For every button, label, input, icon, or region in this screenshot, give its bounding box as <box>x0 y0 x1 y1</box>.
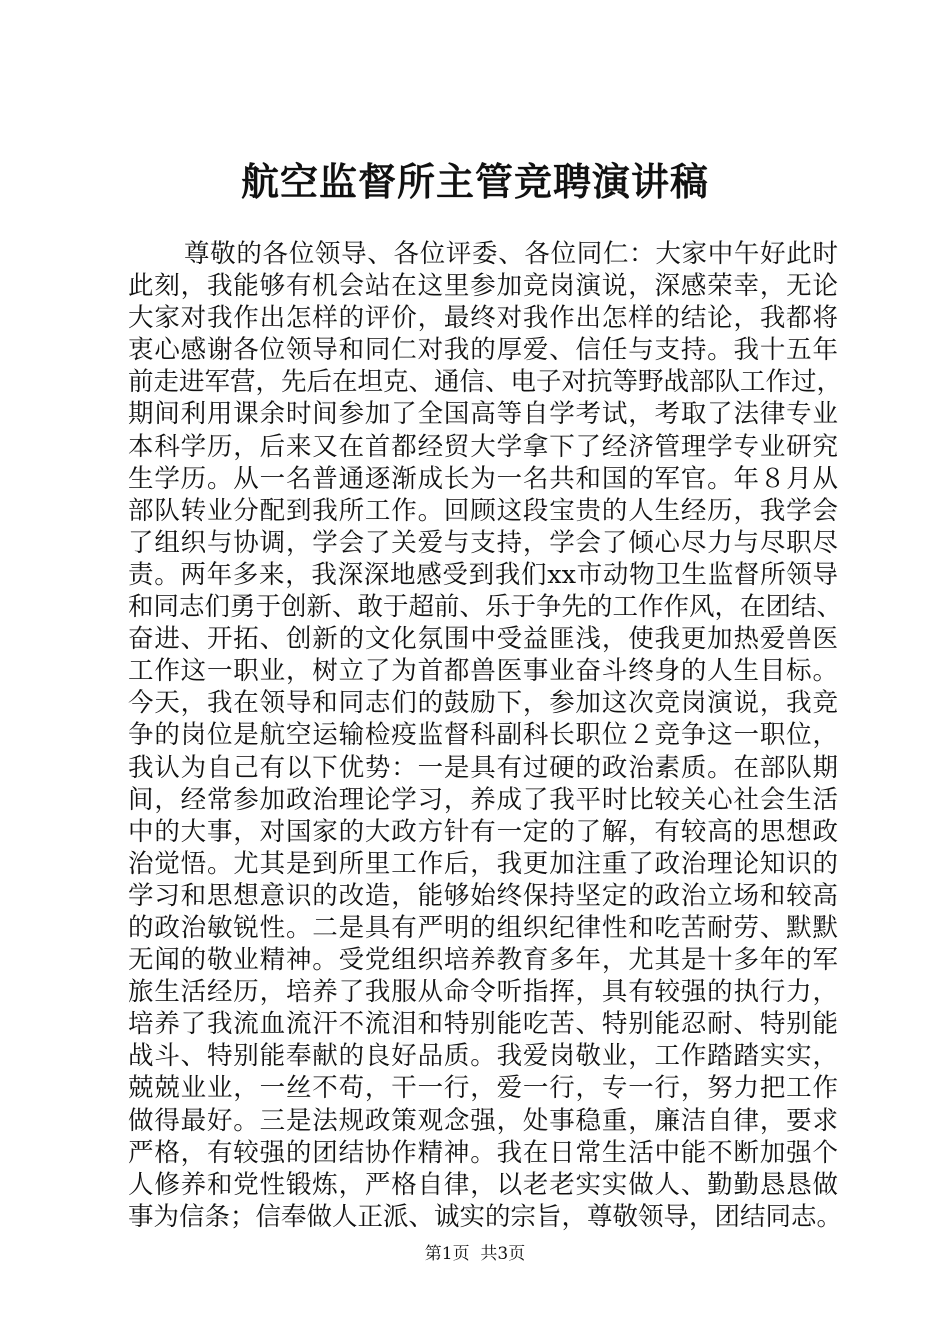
body-line: 治觉悟。尤其是到所里工作后，我更加注重了政治理论知识的 <box>128 848 838 879</box>
body-line: 衷心感谢各位领导和同仁对我的厚爱、信任与支持。我十五年 <box>128 335 838 366</box>
body-line: 生学历。从一名普通逐渐成长为一名共和国的军官。年８月从 <box>128 463 838 494</box>
body-line: 间，经常参加政治理论学习，养成了我平时比较关心社会生活 <box>128 784 838 815</box>
body-line: 做得最好。三是法规政策观念强，处事稳重，廉洁自律，要求 <box>128 1105 838 1136</box>
body-line: 今天，我在领导和同志们的鼓励下，参加这次竞岗演说，我竞 <box>128 688 838 719</box>
body-line: 前走进军营，先后在坦克、通信、电子对抗等野战部队工作过， <box>128 367 843 398</box>
body-line: 责。两年多来，我深深地感受到我们xx市动物卫生监督所领导 <box>128 559 838 590</box>
body-line: 本科学历，后来又在首都经贸大学拿下了经济管理学专业研究 <box>128 431 838 462</box>
body-line: 事为信条；信奉做人正派、诚实的宗旨，尊敬领导，团结同志。 <box>128 1201 843 1232</box>
body-line: 战斗、特别能奉献的良好品质。我爱岗敬业，工作踏踏实实， <box>128 1041 838 1072</box>
body-line: 旅生活经历，培养了我服从命令听指挥，具有较强的执行力， <box>128 977 838 1008</box>
body-line: 奋进、开拓、创新的文化氛围中受益匪浅，使我更加热爱兽医 <box>128 624 838 655</box>
body-line: 的政治敏锐性。二是具有严明的组织纪律性和吃苦耐劳、默默 <box>128 912 838 943</box>
body-line: 无闻的敬业精神。受党组织培养教育多年，尤其是十多年的军 <box>128 945 838 976</box>
page-footer <box>0 1242 950 1266</box>
body-line: 兢兢业业，一丝不苟，干一行，爱一行，专一行，努力把工作 <box>128 1073 838 1104</box>
body-line: 人修养和党性锻炼，严格自律，以老老实实做人、勤勤恳恳做 <box>128 1169 838 1200</box>
body-line: 严格，有较强的团结协作精神。我在日常生活中能不断加强个 <box>128 1137 838 1168</box>
body-line: 中的大事，对国家的大政方针有一定的了解，有较高的思想政 <box>128 816 838 847</box>
document-title: 航空监督所主管竞聘演讲稿 <box>240 159 709 204</box>
body-line: 争的岗位是航空运输检疫监督科副科长职位２竞争这一职位， <box>128 720 838 751</box>
body-line: 了组织与协调，学会了关爱与支持，学会了倾心尽力与尽职尽 <box>128 527 838 558</box>
body-line: 尊敬的各位领导、各位评委、各位同仁：大家中午好此时 <box>184 239 838 269</box>
body-line: 工作这一职业，树立了为首都兽医事业奋斗终身的人生目标。 <box>128 656 838 687</box>
body-line: 培养了我流血流汗不流泪和特别能吃苦、特别能忍耐、特别能 <box>128 1009 838 1040</box>
body-line: 大家对我作出怎样的评价，最终对我作出怎样的结论，我都将 <box>128 303 838 334</box>
body-line: 部队转业分配到我所工作。回顾这段宝贵的人生经历，我学会 <box>128 495 838 526</box>
body-line: 我认为自己有以下优势：一是具有过硬的政治素质。在部队期 <box>128 752 838 783</box>
page-number: 第1页 共3页 <box>424 1244 526 1264</box>
body-line: 和同志们勇于创新、敢于超前、乐于争先的工作作风，在团结、 <box>128 592 843 623</box>
body-line: 期间利用课余时间参加了全国高等自学考试，考取了法律专业 <box>128 399 838 430</box>
body-line: 学习和思想意识的改造，能够始终保持坚定的政治立场和较高 <box>128 880 838 911</box>
document-body <box>128 238 843 1233</box>
body-line: 此刻，我能够有机会站在这里参加竞岗演说，深感荣幸，无论 <box>128 271 838 302</box>
